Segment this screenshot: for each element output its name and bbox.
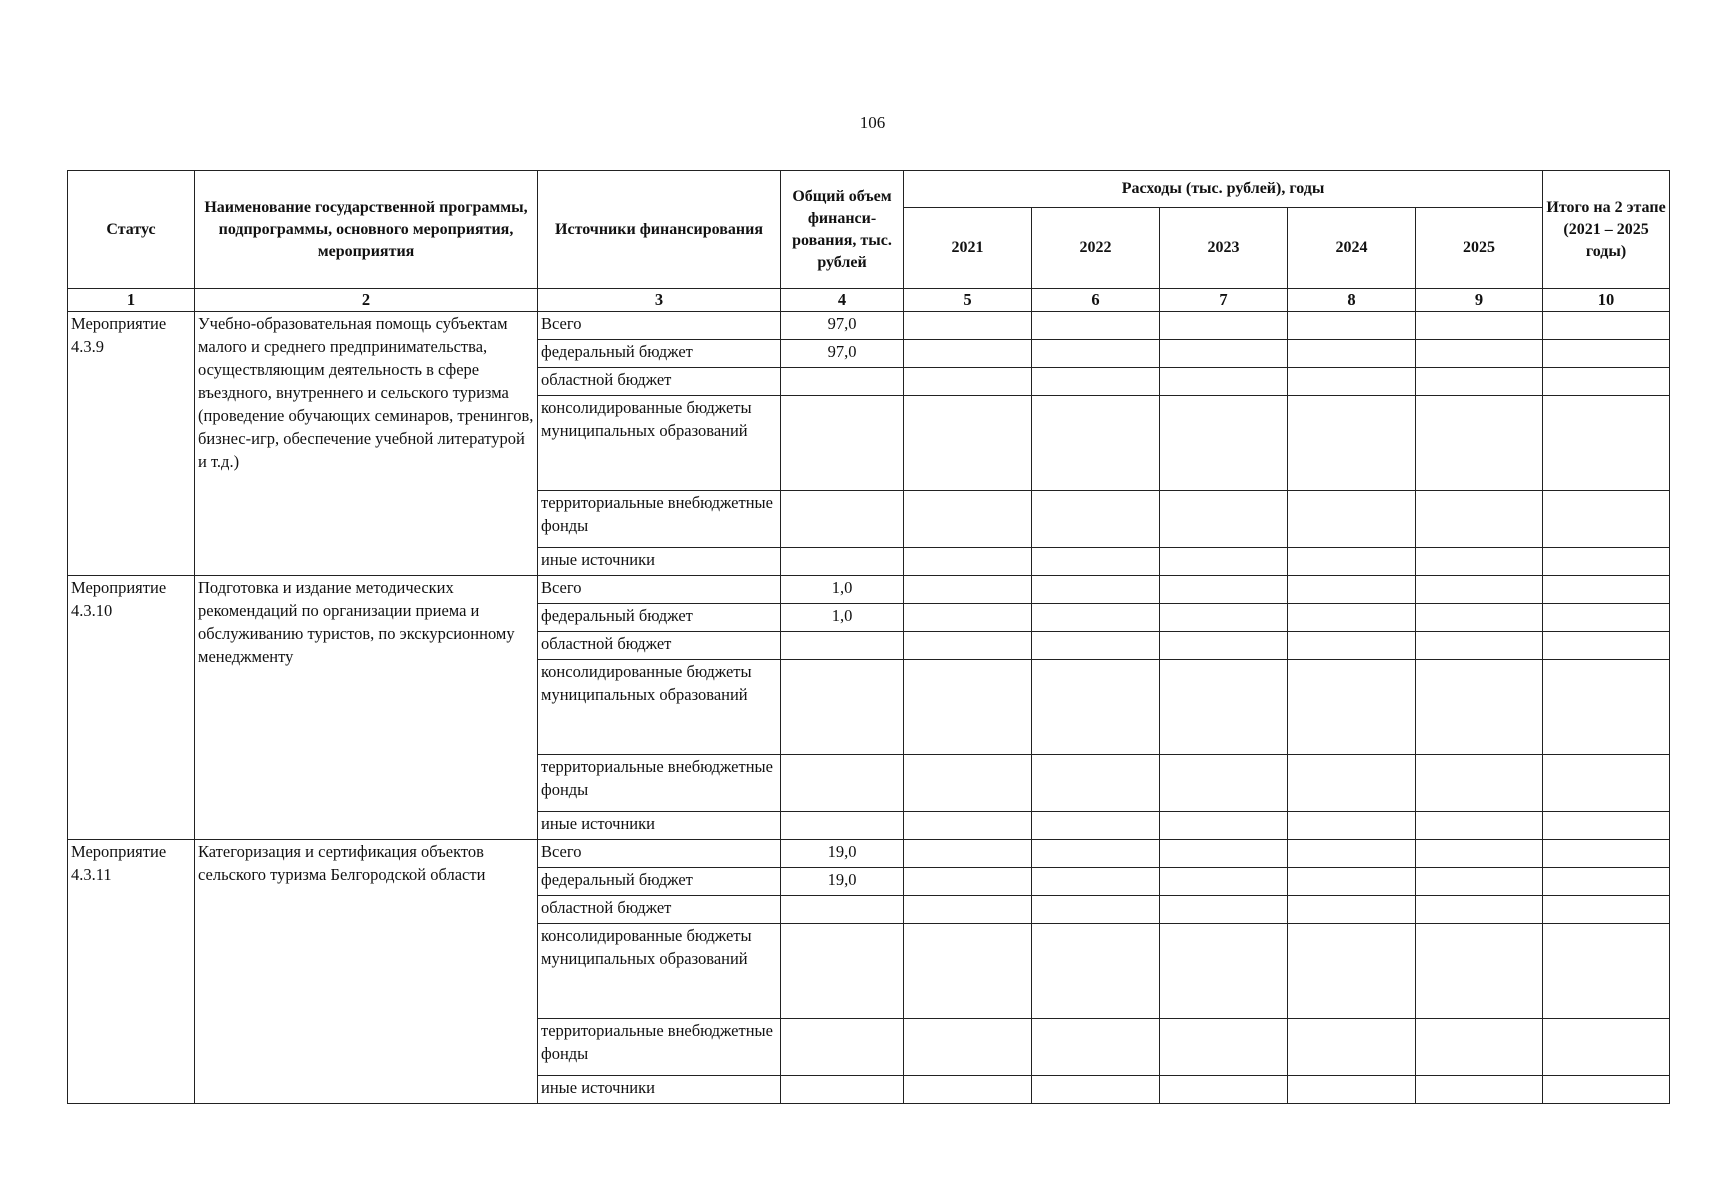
year-amount-cell — [1416, 491, 1543, 548]
stage-total-cell — [1543, 604, 1670, 632]
year-amount-cell — [1288, 548, 1416, 576]
year-amount-cell — [1416, 660, 1543, 755]
financing-table — [67, 170, 1670, 1104]
year-amount-cell — [1416, 924, 1543, 1019]
year-amount-cell — [1032, 896, 1160, 924]
year-amount-cell — [1032, 604, 1160, 632]
year-amount-cell — [1160, 604, 1288, 632]
year-amount-cell — [1288, 340, 1416, 368]
year-amount-cell — [1288, 632, 1416, 660]
stage-total-cell — [1543, 632, 1670, 660]
year-amount-cell — [1416, 396, 1543, 491]
year-amount-cell — [1416, 755, 1543, 812]
header-row — [68, 171, 1670, 208]
stage-total-cell — [1543, 1076, 1670, 1104]
year-amount-cell — [1160, 396, 1288, 491]
year-amount-cell — [904, 660, 1032, 755]
year-amount-cell — [1160, 755, 1288, 812]
funding-source: Всего — [538, 840, 781, 868]
year-amount-cell — [1160, 1076, 1288, 1104]
year-amount-cell — [1416, 340, 1543, 368]
year-amount-cell — [1288, 1019, 1416, 1076]
year-amount-cell — [1416, 548, 1543, 576]
total-volume-cell — [781, 660, 904, 755]
header-stage-total: Итого на 2 этапе (2021 – 2025 годы) — [1543, 171, 1670, 289]
funding-source: областной бюджет — [538, 368, 781, 396]
total-volume-cell — [781, 548, 904, 576]
year-amount-cell — [904, 1019, 1032, 1076]
column-number: 5 — [904, 289, 1032, 312]
year-amount-cell — [904, 1076, 1032, 1104]
year-amount-cell — [1288, 576, 1416, 604]
funding-source: федеральный бюджет — [538, 868, 781, 896]
funding-source: Всего — [538, 576, 781, 604]
measure-status: Мероприятие 4.3.10 — [68, 576, 195, 840]
measure-status: Мероприятие 4.3.9 — [68, 312, 195, 576]
funding-source: территориальные внебюджетные фонды — [538, 755, 781, 812]
table-row — [68, 312, 1670, 340]
year-amount-cell — [904, 868, 1032, 896]
year-amount-cell — [1416, 604, 1543, 632]
column-number: 1 — [68, 289, 195, 312]
year-amount-cell — [1160, 1019, 1288, 1076]
stage-total-cell — [1543, 755, 1670, 812]
total-volume-cell — [781, 896, 904, 924]
year-amount-cell — [1288, 868, 1416, 896]
stage-total-cell — [1543, 1019, 1670, 1076]
year-amount-cell — [1032, 1019, 1160, 1076]
year-amount-cell — [1288, 840, 1416, 868]
year-amount-cell — [1032, 548, 1160, 576]
funding-source: иные источники — [538, 548, 781, 576]
funding-source: территориальные внебюджетные фонды — [538, 491, 781, 548]
year-amount-cell — [1032, 396, 1160, 491]
year-amount-cell — [1288, 660, 1416, 755]
year-amount-cell — [1160, 812, 1288, 840]
funding-source: федеральный бюджет — [538, 604, 781, 632]
page-number: 106 — [859, 113, 886, 132]
total-volume-cell — [781, 368, 904, 396]
year-amount-cell — [1160, 896, 1288, 924]
year-amount-cell — [1032, 1076, 1160, 1104]
stage-total-cell — [1543, 576, 1670, 604]
year-amount-cell — [1416, 868, 1543, 896]
total-volume-cell — [781, 396, 904, 491]
funding-source: консолидированные бюджеты муниципальных образований — [538, 396, 781, 491]
stage-total-cell — [1543, 548, 1670, 576]
header-year: 2023 — [1160, 208, 1288, 289]
total-volume-cell — [781, 632, 904, 660]
year-amount-cell — [1288, 812, 1416, 840]
year-amount-cell — [1160, 924, 1288, 1019]
year-amount-cell — [904, 896, 1032, 924]
table-row — [68, 840, 1670, 868]
year-amount-cell — [904, 312, 1032, 340]
year-amount-cell — [1160, 840, 1288, 868]
total-volume-cell — [781, 1019, 904, 1076]
year-amount-cell — [904, 755, 1032, 812]
year-amount-cell — [1416, 576, 1543, 604]
total-volume-cell: 97,0 — [781, 312, 904, 340]
year-amount-cell — [1416, 1076, 1543, 1104]
total-volume-cell — [781, 755, 904, 812]
column-number: 9 — [1416, 289, 1543, 312]
year-amount-cell — [1160, 312, 1288, 340]
column-number: 4 — [781, 289, 904, 312]
year-amount-cell — [1160, 368, 1288, 396]
header-total-volume: Общий объем финанси-рования, тыс. рублей — [781, 171, 904, 289]
year-amount-cell — [1032, 840, 1160, 868]
column-number: 7 — [1160, 289, 1288, 312]
year-amount-cell — [1288, 312, 1416, 340]
measure-name: Категоризация и сертификация объектов сельского туризма Белгородской области — [195, 840, 538, 1104]
year-amount-cell — [1288, 604, 1416, 632]
year-amount-cell — [904, 368, 1032, 396]
year-amount-cell — [1032, 368, 1160, 396]
year-amount-cell — [1160, 868, 1288, 896]
year-amount-cell — [1032, 812, 1160, 840]
year-amount-cell — [1032, 868, 1160, 896]
measure-name: Подготовка и издание методических рекомендаций по организации приема и обслуживанию туристов, по экскурсионному менеджменту — [195, 576, 538, 840]
stage-total-cell — [1543, 812, 1670, 840]
funding-source: областной бюджет — [538, 632, 781, 660]
year-amount-cell — [904, 840, 1032, 868]
year-amount-cell — [1288, 491, 1416, 548]
measure-name: Учебно-образовательная помощь субъектам малого и среднего предпринимательства, осуществляющим деятельность в сфере въездного, внутреннего и сельского туризма (проведение обучающих семинаров, тренингов, бизнес-игр, обеспечение учебной литературой и т.д.) — [195, 312, 538, 576]
year-amount-cell — [904, 340, 1032, 368]
year-amount-cell — [904, 632, 1032, 660]
year-amount-cell — [1032, 660, 1160, 755]
stage-total-cell — [1543, 840, 1670, 868]
stage-total-cell — [1543, 924, 1670, 1019]
total-volume-cell: 1,0 — [781, 576, 904, 604]
funding-source: территориальные внебюджетные фонды — [538, 1019, 781, 1076]
header-name: Наименование государственной программы, подпрограммы, основного мероприятия, мероприятия — [195, 171, 538, 289]
year-amount-cell — [1032, 632, 1160, 660]
column-number: 2 — [195, 289, 538, 312]
header-year: 2021 — [904, 208, 1032, 289]
header-year: 2025 — [1416, 208, 1543, 289]
header-expenses: Расходы (тыс. рублей), годы — [904, 171, 1543, 208]
measure-status: Мероприятие 4.3.11 — [68, 840, 195, 1104]
total-volume-cell — [781, 812, 904, 840]
year-amount-cell — [1160, 491, 1288, 548]
total-volume-cell — [781, 924, 904, 1019]
funding-source: консолидированные бюджеты муниципальных образований — [538, 924, 781, 1019]
total-volume-cell: 19,0 — [781, 868, 904, 896]
header-year: 2024 — [1288, 208, 1416, 289]
total-volume-cell: 19,0 — [781, 840, 904, 868]
year-amount-cell — [1032, 491, 1160, 548]
year-amount-cell — [1288, 896, 1416, 924]
year-amount-cell — [1160, 548, 1288, 576]
year-amount-cell — [1288, 396, 1416, 491]
year-amount-cell — [1288, 368, 1416, 396]
total-volume-cell: 1,0 — [781, 604, 904, 632]
stage-total-cell — [1543, 896, 1670, 924]
year-amount-cell — [904, 396, 1032, 491]
column-numbers-row — [68, 289, 1670, 312]
stage-total-cell — [1543, 396, 1670, 491]
year-amount-cell — [1032, 576, 1160, 604]
year-amount-cell — [1032, 755, 1160, 812]
stage-total-cell — [1543, 368, 1670, 396]
year-amount-cell — [1416, 896, 1543, 924]
funding-source: иные источники — [538, 812, 781, 840]
year-amount-cell — [1416, 312, 1543, 340]
year-amount-cell — [1032, 312, 1160, 340]
header-status: Статус — [68, 171, 195, 289]
year-amount-cell — [904, 924, 1032, 1019]
funding-source: иные источники — [538, 1076, 781, 1104]
year-amount-cell — [1160, 632, 1288, 660]
total-volume-cell: 97,0 — [781, 340, 904, 368]
column-number: 10 — [1543, 289, 1670, 312]
year-amount-cell — [904, 548, 1032, 576]
year-amount-cell — [1416, 632, 1543, 660]
year-amount-cell — [1416, 368, 1543, 396]
year-amount-cell — [1416, 840, 1543, 868]
year-amount-cell — [1032, 924, 1160, 1019]
year-amount-cell — [904, 576, 1032, 604]
funding-source: федеральный бюджет — [538, 340, 781, 368]
year-amount-cell — [1416, 812, 1543, 840]
funding-source: областной бюджет — [538, 896, 781, 924]
column-number: 6 — [1032, 289, 1160, 312]
year-amount-cell — [1416, 1019, 1543, 1076]
stage-total-cell — [1543, 660, 1670, 755]
year-amount-cell — [1032, 340, 1160, 368]
year-amount-cell — [904, 812, 1032, 840]
year-amount-cell — [1288, 924, 1416, 1019]
year-amount-cell — [1160, 660, 1288, 755]
stage-total-cell — [1543, 340, 1670, 368]
year-amount-cell — [1160, 340, 1288, 368]
stage-total-cell — [1543, 491, 1670, 548]
total-volume-cell — [781, 491, 904, 548]
header-year: 2022 — [1032, 208, 1160, 289]
table-row — [68, 576, 1670, 604]
year-amount-cell — [904, 604, 1032, 632]
column-number: 8 — [1288, 289, 1416, 312]
year-amount-cell — [1288, 755, 1416, 812]
funding-source: консолидированные бюджеты муниципальных образований — [538, 660, 781, 755]
year-amount-cell — [1160, 576, 1288, 604]
total-volume-cell — [781, 1076, 904, 1104]
stage-total-cell — [1543, 312, 1670, 340]
header-sources: Источники финансирования — [538, 171, 781, 289]
year-amount-cell — [1288, 1076, 1416, 1104]
stage-total-cell — [1543, 868, 1670, 896]
column-number: 3 — [538, 289, 781, 312]
funding-source: Всего — [538, 312, 781, 340]
year-amount-cell — [904, 491, 1032, 548]
